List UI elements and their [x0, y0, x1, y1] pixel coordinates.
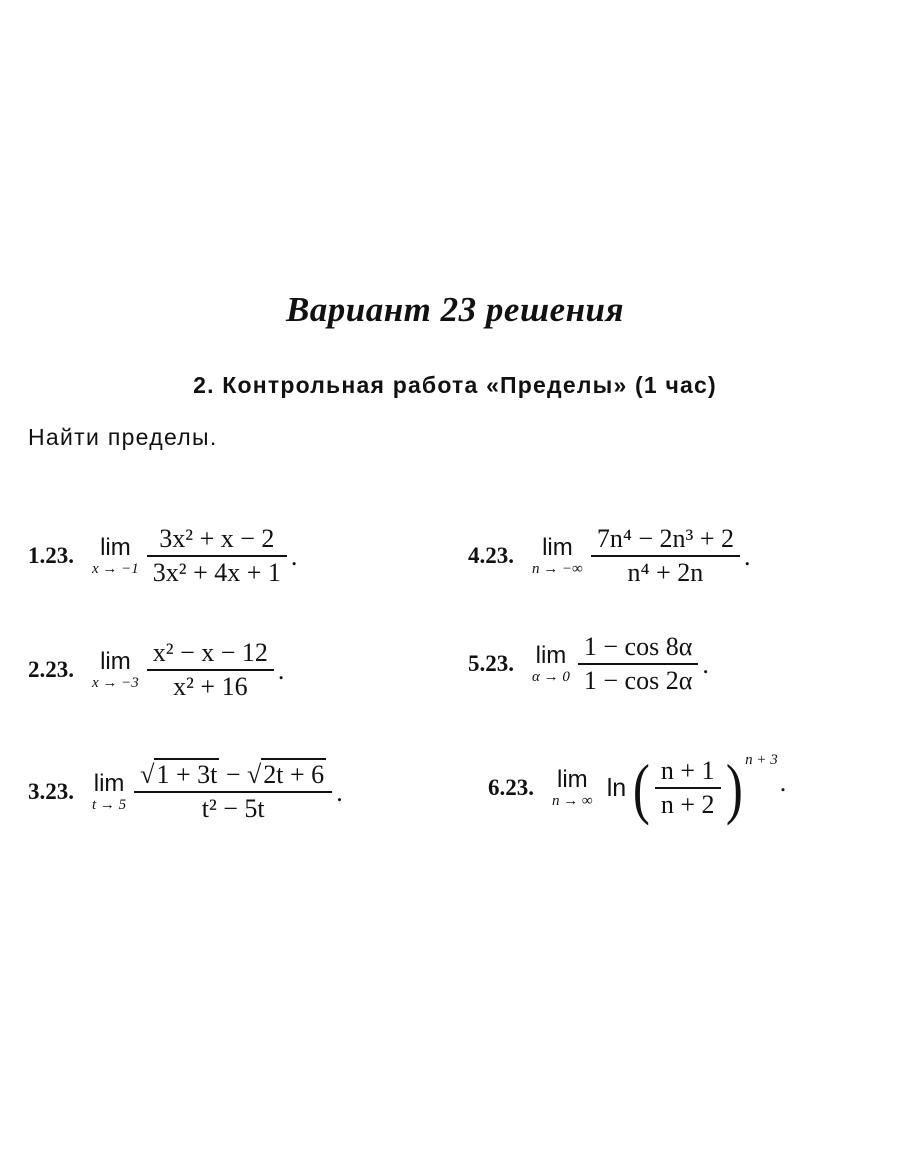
lim-word: lim [535, 642, 567, 669]
problem-1-23 [28, 516, 297, 596]
lim-word: lim [557, 766, 588, 793]
problem-5-23 [468, 624, 709, 704]
limit-subscript: α → 0 [532, 669, 570, 685]
fraction [134, 760, 332, 824]
limit-subscript: n → ∞ [552, 793, 593, 809]
denominator: n⁴ + 2n [627, 558, 704, 587]
left-parenthesis: ( [633, 750, 650, 826]
numerator: n + 1 [660, 756, 715, 785]
square-root: √1 + 3t [140, 760, 218, 789]
lim-word: lim [93, 770, 125, 797]
limit-operator [92, 649, 139, 691]
limit-subscript: x → −1 [92, 561, 139, 577]
fraction [591, 524, 740, 588]
period: . [336, 778, 343, 807]
fraction [147, 638, 274, 702]
problem-number: 2.23. [28, 657, 74, 682]
problem-number: 5.23. [468, 651, 514, 676]
lim-word: lim [100, 648, 131, 675]
square-root: √2t + 6 [247, 760, 325, 789]
denominator: 3x² + 4x + 1 [152, 558, 281, 587]
limit-subscript: x → −3 [92, 675, 139, 691]
numerator: x² − x − 12 [152, 638, 268, 667]
problem-number: 1.23. [28, 543, 74, 568]
limit-subscript: t → 5 [92, 797, 127, 813]
problem-2-23 [28, 630, 284, 710]
limit-subscript: n → −∞ [532, 561, 583, 577]
limit-operator [552, 767, 593, 809]
minus-sign: − [219, 760, 248, 789]
limit-operator [532, 535, 583, 577]
period: . [779, 768, 787, 797]
instruction-text: Найти пределы. [28, 424, 218, 450]
right-parenthesis: ) [725, 750, 743, 826]
problem-4-23 [468, 516, 751, 596]
numerator: 1 − cos 8α [583, 632, 693, 661]
numerator: 3x² + x − 2 [159, 524, 275, 553]
limit-operator [92, 771, 126, 813]
fraction-bar [147, 669, 274, 671]
limit-operator [92, 535, 139, 577]
lim-word: lim [542, 534, 573, 561]
fraction-bar [655, 787, 721, 789]
natural-log: ln [606, 773, 627, 802]
numerator: 7n⁴ − 2n³ + 2 [596, 524, 735, 553]
fraction-bar [578, 663, 698, 665]
page-title: Вариант 23 решения [285, 290, 625, 329]
denominator: n + 2 [660, 790, 715, 819]
exponent: n + 3 [745, 752, 778, 768]
problem-number: 6.23. [488, 775, 534, 800]
denominator: 1 − cos 2α [583, 666, 693, 695]
denominator: t² − 5t [201, 794, 265, 823]
fraction-bar [147, 555, 287, 557]
fraction-bar [134, 791, 332, 793]
period: . [290, 542, 298, 571]
fraction-bar [591, 555, 740, 557]
problem-number: 3.23. [28, 779, 74, 804]
fraction [655, 756, 721, 820]
limit-operator [532, 643, 570, 685]
fraction [578, 632, 698, 696]
fraction [147, 524, 287, 588]
period: . [702, 650, 709, 679]
radicand: 2t + 6 [263, 760, 325, 789]
section-heading: 2. Контрольная работа «Пределы» (1 час) [193, 372, 717, 398]
period: . [744, 542, 751, 571]
numerator [134, 760, 332, 790]
denominator: x² + 16 [173, 672, 248, 701]
period: . [277, 656, 285, 685]
problem-3-23 [28, 752, 343, 832]
lim-word: lim [100, 534, 131, 561]
problem-6-23 [488, 748, 786, 828]
problem-number: 4.23. [468, 543, 514, 568]
radicand: 1 + 3t [156, 760, 218, 789]
